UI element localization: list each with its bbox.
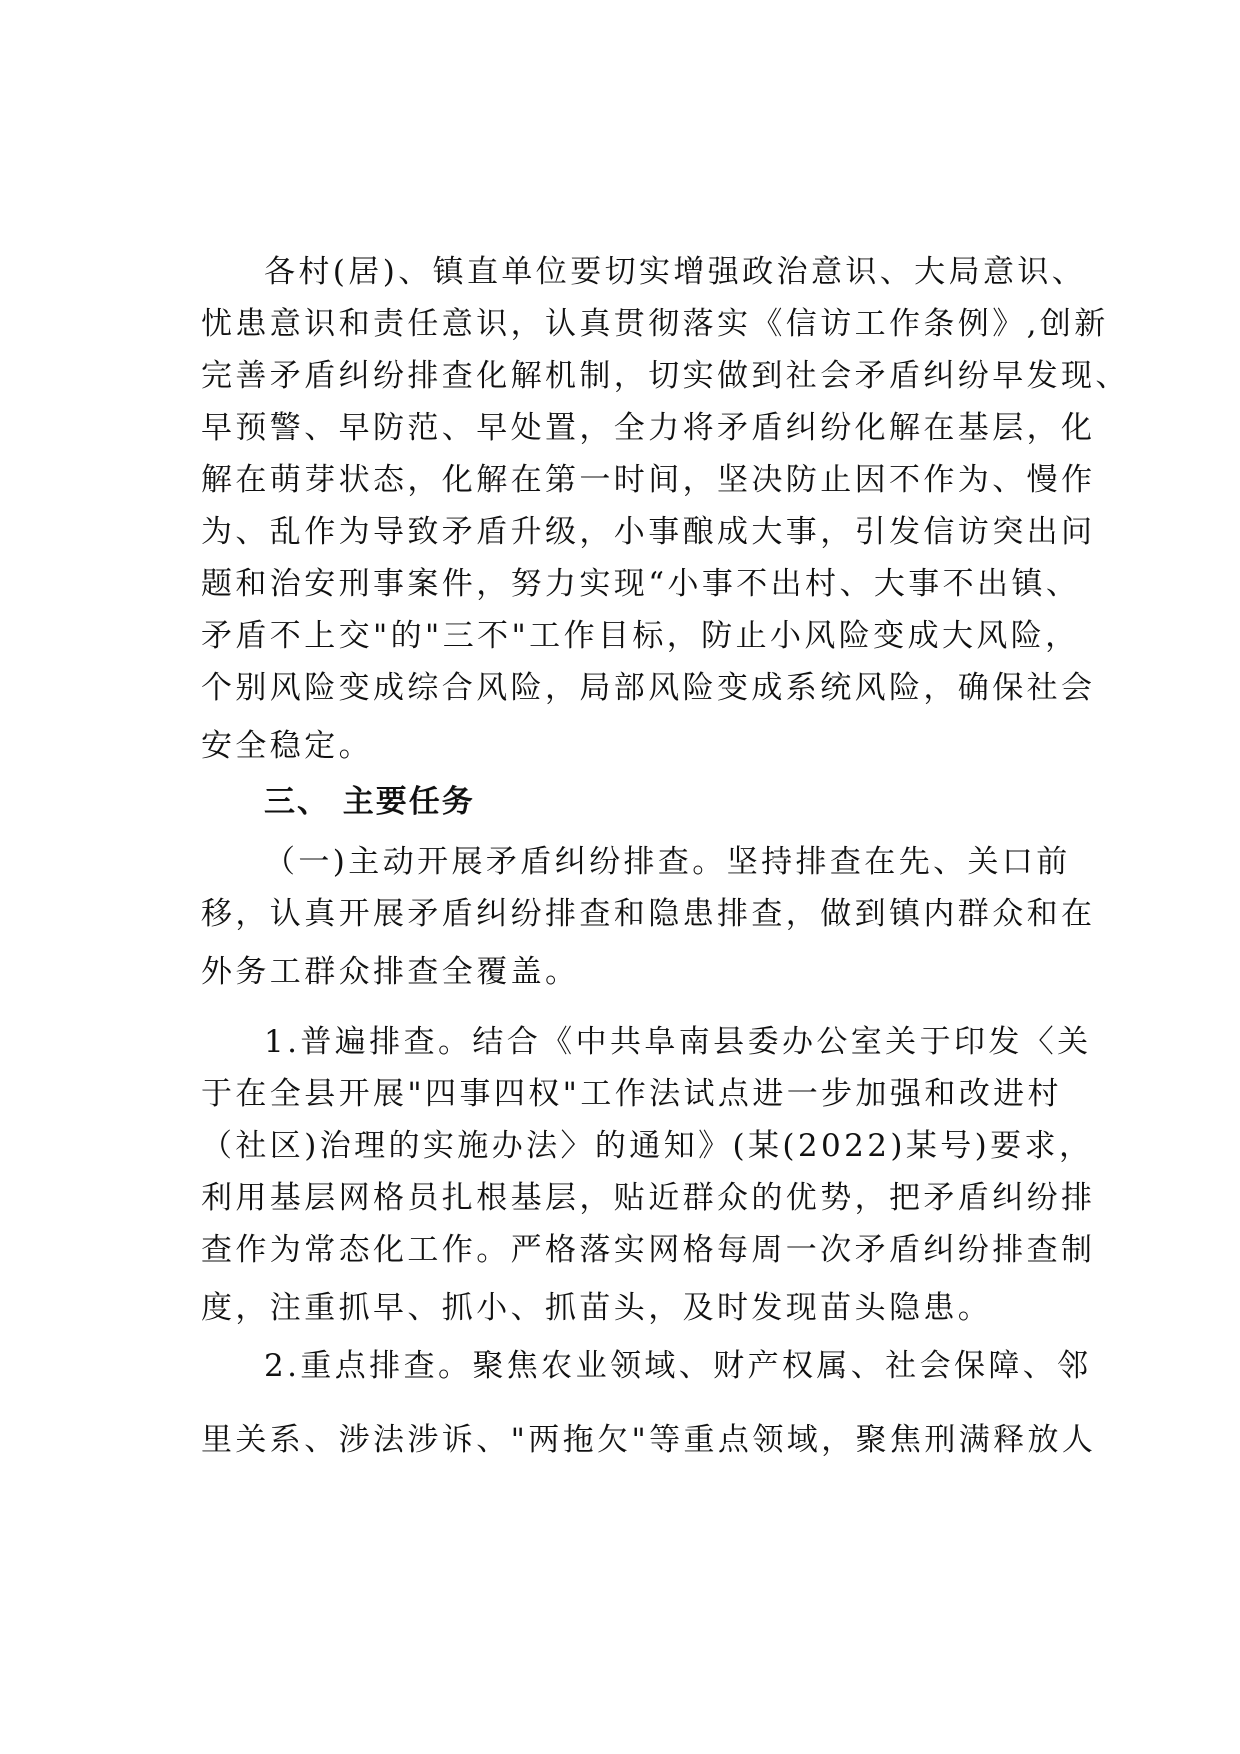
paragraph-3-line: 于在全县开展"四事四权"工作法试点进一步加强和改进村: [201, 1076, 1062, 1112]
paragraph-4-line: 里关系、涉法涉诉、"两拖欠"等重点领域，聚焦刑满释放人: [201, 1422, 1097, 1458]
paragraph-1-line: 为、乱作为导致矛盾升级，小事酿成大事，引发信访突出问: [201, 514, 1096, 550]
paragraph-1-line: 完善矛盾纠纷排查化解机制，切实做到社会矛盾纠纷早发现、: [201, 358, 1130, 394]
paragraph-3-line: 查作为常态化工作。严格落实网格每周一次矛盾纠纷排查制: [201, 1232, 1096, 1268]
paragraph-1-line: 忧患意识和责任意识，认真贯彻落实《信访工作条例》,创新: [201, 306, 1109, 342]
paragraph-2-line: （一)主动开展矛盾纠纷排查。坚持排查在先、关口前: [264, 844, 1071, 880]
paragraph-4-line: 2.重点排查。聚焦农业领域、财产权属、社会保障、邻: [264, 1348, 1092, 1384]
paragraph-1-line: 矛盾不上交"的"三不"工作目标，防止小风险变成大风险，: [201, 618, 1080, 654]
paragraph-3-line: 1.普遍排查。结合《中共阜南县委办公室关于印发〈关: [264, 1024, 1092, 1060]
paragraph-1-line: 题和治安刑事案件，努力实现“小事不出村、大事不出镇、: [201, 566, 1081, 602]
paragraph-1-line: 各村(居)、镇直单位要切实增强政治意识、大局意识、: [264, 254, 1087, 290]
paragraph-1-line: 早预警、早防范、早处置，全力将矛盾纠纷化解在基层，化: [201, 410, 1096, 446]
paragraph-2-line: 移，认真开展矛盾纠纷排查和隐患排查，做到镇内群众和在: [201, 896, 1096, 932]
paragraph-1-line: 个别风险变成综合风险，局部风险变成系统风险，确保社会: [201, 670, 1096, 706]
paragraph-1-line: 解在萌芽状态，化解在第一时间，坚决防止因不作为、慢作: [201, 462, 1096, 498]
paragraph-3-line: 利用基层网格员扎根基层，贴近群众的优势，把矛盾纠纷排: [201, 1180, 1096, 1216]
paragraph-2-line: 外务工群众排查全覆盖。: [201, 954, 580, 990]
paragraph-3-line: 度，注重抓早、抓小、抓苗头，及时发现苗头隐患。: [201, 1290, 993, 1326]
paragraph-1-line: 安全稳定。: [201, 728, 373, 764]
section-heading: 三、 主要任务: [264, 784, 475, 820]
paragraph-3-line: （社区)治理的实施办法〉的通知》(某(2022)某号)要求，: [201, 1128, 1094, 1164]
